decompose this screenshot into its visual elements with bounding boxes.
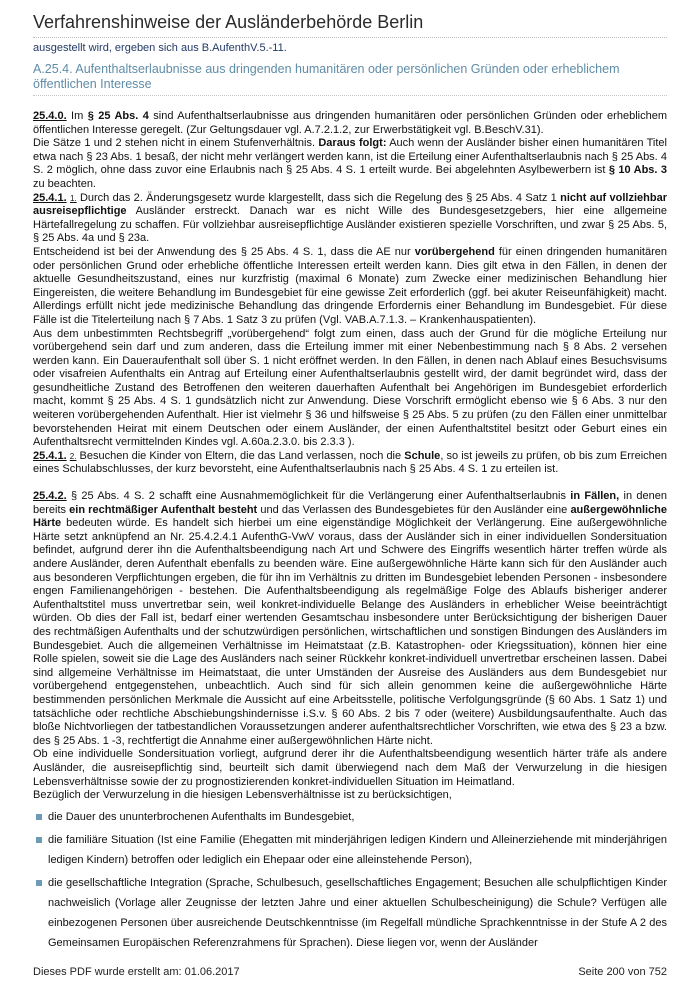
- paragraph-25-4-1-2: [33, 450, 667, 477]
- continuation-line: ausgestellt wird, ergeben sich aus B.AufenthV.5.-11.: [33, 42, 287, 54]
- page-number: Seite 200 von 752: [578, 966, 667, 978]
- section-heading: A.25.4. Aufenthaltserlaubnisse aus dringenden humanitären oder persönlichen Gründen oder erheblichem öffentlichen Interesse: [33, 62, 667, 96]
- paragraph-verwurzelung: [33, 789, 667, 803]
- paragraph-text: zu beachten.: [33, 177, 96, 190]
- paragraph-text: Die Sätze 1 und 2 stehen nicht in einem Stufenverhältnis.: [33, 137, 319, 150]
- paragraph-text: Auch wenn der Ausländer bisher einen humanitären Titel etwa nach § 23 Abs. 1 besaß, der nicht mehr verlängert werden kann, ist die Erteilung einer Aufenthaltserlaubnis nach § 25 Abs. 4 S. 2 möglich, ohne dass zuvor eine Erlaubnis nach § 25 Abs. 4 S. 1 erteilt wurde. Bei abgelehnten Asylbewerbern ist: [33, 137, 667, 177]
- bold-text: § 10 Abs. 3: [608, 164, 667, 177]
- section-ref-link[interactable]: 25.4.1.: [33, 191, 67, 204]
- paragraph-text: bedeuten würde. Es handelt sich hierbei um eine eigenständige Möglichkeit der Verlängerung. Eine außergewöhnliche Härte setzt anknüpfend an Nr. 25.4.2.4.1 AufenthG-VwV voraus, dass der Ausländer sich in einer individuellen Sondersituation befindet, aufgrund derer ihn die Aufenthaltsbeendigung nach Art und Schwere des Eingriffs wesentlich härter treffen würde als andere Ausländer, deren Aufenthalt ebenfalls zu beenden wäre. Eine außergewöhnliche Härte kann sich für den Ausländer auch aus besonderen Verpflichtungen ergeben, die für ihn im Verhältnis zu dritten im Bundesgebiet lebenden Personen - insbesondere engen Familienangehörigen - bestehen. Die Aufenthaltsbeendigung als regelmäßige Folge des Ablaufs bisheriger anderer Aufenthaltstitel muss unvertretbar sein, weil konkret-individuelle Belange des Ausländers in erheblicher Weise beeinträchtigt würden. Ob dies der Fall ist, bedarf einer wertenden Gesamtschau insbesondere unter Berücksichtigung der bisherigen Dauer des rechtmäßigen Aufenthalts und der schutzwürdigen persönlichen, wirtschaftlichen und sonstigen Bindungen des Ausländers im Bundesgebiet. Auch die allgemeinen Verhältnisse im Heimatstaat (z.B. Katastrophen- oder Kriegssituation), können hier eine Rolle spielen, soweit sie die Lage des Ausländers nach seiner Rückkehr konkret-individuell unvertretbar erscheinen lassen. Dabei sind allgemeine Verhältnisse im Heimatstaat, die unter Umständen der Ausreise des Ausländers aus dem Bundesgebiet nur vorübergehend entgegenstehen, unbeachtlich. Auch sind für sich allein genommen keine die außergewöhnliche Härte bestimmenden persönlichen Merkmale die Aussicht auf eine Arbeitsstelle, politische Verfolgungsgründe (§ 60 Abs. 1 Satz 1) und tatsächliche oder rechtliche Abschiebungshindernisse i.S.v. § 60 Abs. 2 bis 7 oder (weitere) Ausbildungsaufenthalte. Auch das bloße Nichtvorliegen der tatbestandlichen Voraussetzungen anderer aufenthaltsrechtlicher Vorschriften, wie etwa des § 23 a bzw. des § 25 Abs. 1 -3, rechtfertigt die Annahme einer außergewöhnlichen Härte nicht.: [33, 517, 667, 747]
- criteria-list: [33, 807, 667, 953]
- sub-number: 2.: [69, 451, 77, 461]
- creation-date: Dieses PDF wurde erstellt am: 01.06.2017: [33, 966, 240, 978]
- bold-text: vorübergehend: [414, 245, 495, 258]
- paragraph-text: Bezüglich der Verwurzelung in die hiesigen Lebensverhältnisse ist zu berücksichtigen,: [33, 789, 452, 802]
- bold-text: Daraus folgt:: [318, 137, 387, 150]
- paragraph-vorübergehend: [33, 246, 667, 328]
- paragraph-text: Aus dem unbestimmten Rechtsbegriff „vorübergehend“ folgt zum einen, dass auch der Grund für die mögliche Erteilung nur vorübergehend sein darf und zum anderen, dass die Erteilung immer mit einer Nebenbestimmung nach § 8 Abs. 2 versehen werden kann. Ein Daueraufenthalt soll über S. 1 nicht eröffnet werden. In den Fällen, in denen nach Ablauf eines Besuchsvisums oder visafreien Aufenthalts ein Antrag auf Erteilung einer Aufenthaltserlaubnis gestellt wird, der damit begründet wird, dass der gesundheitliche Zustand des Betroffenen den weiteren dauerhaften Aufenthalt bei Angehörigen im Bundesgebiet erforderlich macht, kommt § 25 Abs. 4 S. 1 gundsätzlich nicht zur Anwendung. Diese Vorschrift ermöglicht ebenso wie § 6 Abs. 3 nur den weiteren vorübergehenden Aufenthalt. Hier ist vielmehr § 36 und hilfsweise § 25 Abs. 5 zu prüfen (zu den Fällen einer unmittelbar bevorstehenden Heirat mit einem Deutschen oder einem Ausländer, der einen Aufenthaltstitel besitzt oder Geburt eines ein Aufenthaltsrecht vermittelnden Kindes vgl. A.60a.2.3.0. bis 2.3.3 ).: [33, 327, 667, 449]
- bold-text: § 25 Abs. 4: [87, 110, 149, 122]
- paragraph-25-4-1-1: [33, 192, 667, 246]
- section-ref-link[interactable]: 25.4.2.: [33, 490, 67, 503]
- paragraph-text: Entscheidend ist bei der Anwendung des § 25 Abs. 4 S. 1, dass die AE nur: [33, 245, 415, 258]
- paragraph-stufenverhaeltnis: [33, 137, 667, 191]
- paragraph-text: in denen bereits: [33, 490, 667, 516]
- paragraph-text: und das Verlassen des Bundesgebietes für den Ausländer eine: [257, 503, 571, 516]
- paragraph-25-4-2: [33, 490, 667, 748]
- paragraph-text: Ob eine individuelle Sondersituation vorliegt, aufgrund derer ihr die Aufenthaltsbeendigung wesentlich härter träfe als andere Ausländer, die ausreisepflichtig sind, beurteilt sich damit überwiegend nach dem Maß der Verwurzelung in die hiesigen Lebensverhältnisse sowie der zu prognostizierenden konkret-individuellen Situation im Heimatland.: [33, 748, 667, 788]
- paragraph-text: Besuchen die Kinder von Eltern, die das Land verlassen, noch die: [76, 449, 405, 462]
- bold-text: nicht auf vollziehbar ausreisepflichtige: [33, 191, 667, 218]
- paragraph-text: Ausländer erstreckt. Danach war es nicht Wille des Bundesgesetzgebers, hier eine allgemeine Härtefallregelung zu schaffen. Für vollziehbar ausreisepflichtige Ausländer existieren spezielle Vorschriften, und zwar § 25 Abs. 5, § 25 Abs. 4a und § 23a.: [33, 205, 667, 245]
- paragraph-text: , so ist jeweils zu prüfen, ob bis zum Erreichen eines Schulabschlusses, der kurz bevorsteht, eine Aufenthaltserlaubnis nach § 25 Abs. 4 S. 1 zu erteilen ist.: [33, 449, 668, 476]
- sub-number: 1.: [69, 193, 77, 203]
- bold-text: außergewöhnliche Härte: [33, 503, 668, 530]
- section-ref-link[interactable]: 25.4.1.: [33, 449, 67, 462]
- paragraph-text: § 25 Abs. 4 S. 2 schafft eine Ausnahmemöglichkeit für die Verlängerung einer Aufenthaltserlaubnis: [66, 490, 571, 503]
- bold-text: Schule: [404, 449, 441, 462]
- list-item: die Dauer des ununterbrochenen Aufenthalts im Bundesgebiet,: [33, 807, 667, 827]
- paragraph-sondersituation: [33, 748, 667, 789]
- paragraph-text: sind Aufenthaltserlaubnisse aus dringenden humanitären oder persönlichen Gründen oder erheblichem öffentlichen Interesse geregelt. (Zur Geltungsdauer vgl. A.7.2.1.2, zur Erwerbstätigkeit vgl. B.BeschV.31).: [33, 110, 667, 136]
- bold-text: in Fällen,: [570, 490, 620, 503]
- paragraph-rechtsbegriff: [33, 328, 667, 450]
- paragraph-text: Im: [66, 110, 88, 122]
- section-ref-link[interactable]: 25.4.0.: [33, 110, 67, 122]
- list-item: die gesellschaftliche Integration (Sprache, Schulbesuch, gesellschaftliches Engagement; Besuchen alle schulpflichtigen Kinder nachweislich (Vorlage aller Zeugnisse der letzten Jahre und einer aktuellen Schulbescheinigung) die Schule? Verfügen alle einbezogenen Personen über ausreichende Deutschkenntnisse (im Regelfall mündliche Sprachkenntnisse in der Stufe A 2 des Gemeinsamen Europäischen Referenzrahmens für Sprachen). Diese liegen vor, wenn der Ausländer: [33, 873, 667, 953]
- paragraph-text: Durch das 2. Änderungsgesetz wurde klargestellt, dass sich die Regelung des § 25 Abs. 4 Satz 1: [76, 191, 561, 204]
- document-header-title: Verfahrenshinweise der Ausländerbehörde Berlin: [33, 12, 667, 38]
- document-body: [33, 110, 667, 956]
- paragraph-25-4-0: [33, 110, 667, 137]
- bold-text: ein rechtmäßiger Aufenthalt besteht: [69, 503, 258, 516]
- paragraph-text: für einen dringenden humanitären oder persönlichen Grund oder erhebliche öffentliche Interessen erteilt werden kann. Dies gilt etwa in den Fällen, in denen der aktuelle Gesundheitszustand, eines nur kurzfristig (maximal 6 Monate) zum Zwecke einer medizinischen Behandlung hier Eingereisten, die weitere Behandlung im Bundesgebiet für eine gewisse Zeit erforderlich (ggf. bei akuter Reiseunfähigkeit) macht. Allerdings erfüllt nicht jede medizinische Behandlung das dringende Erfordernis einer Behandlung im Bundesgebiet. Für diese Fälle ist die Titelerteilung nach § 7 Abs. 1 Satz 3 zu prüfen (Vgl. VAB.A.7.1.3. – Krankenhauspatienten).: [33, 245, 667, 326]
- list-item: die familiäre Situation (Ist eine Familie (Ehegatten mit minderjährigen ledigen Kindern und Alleinerziehende mit minderjährigen ledigen Kindern) betroffen oder lediglich ein Ehepaar oder eine alleinstehende Person),: [33, 830, 667, 870]
